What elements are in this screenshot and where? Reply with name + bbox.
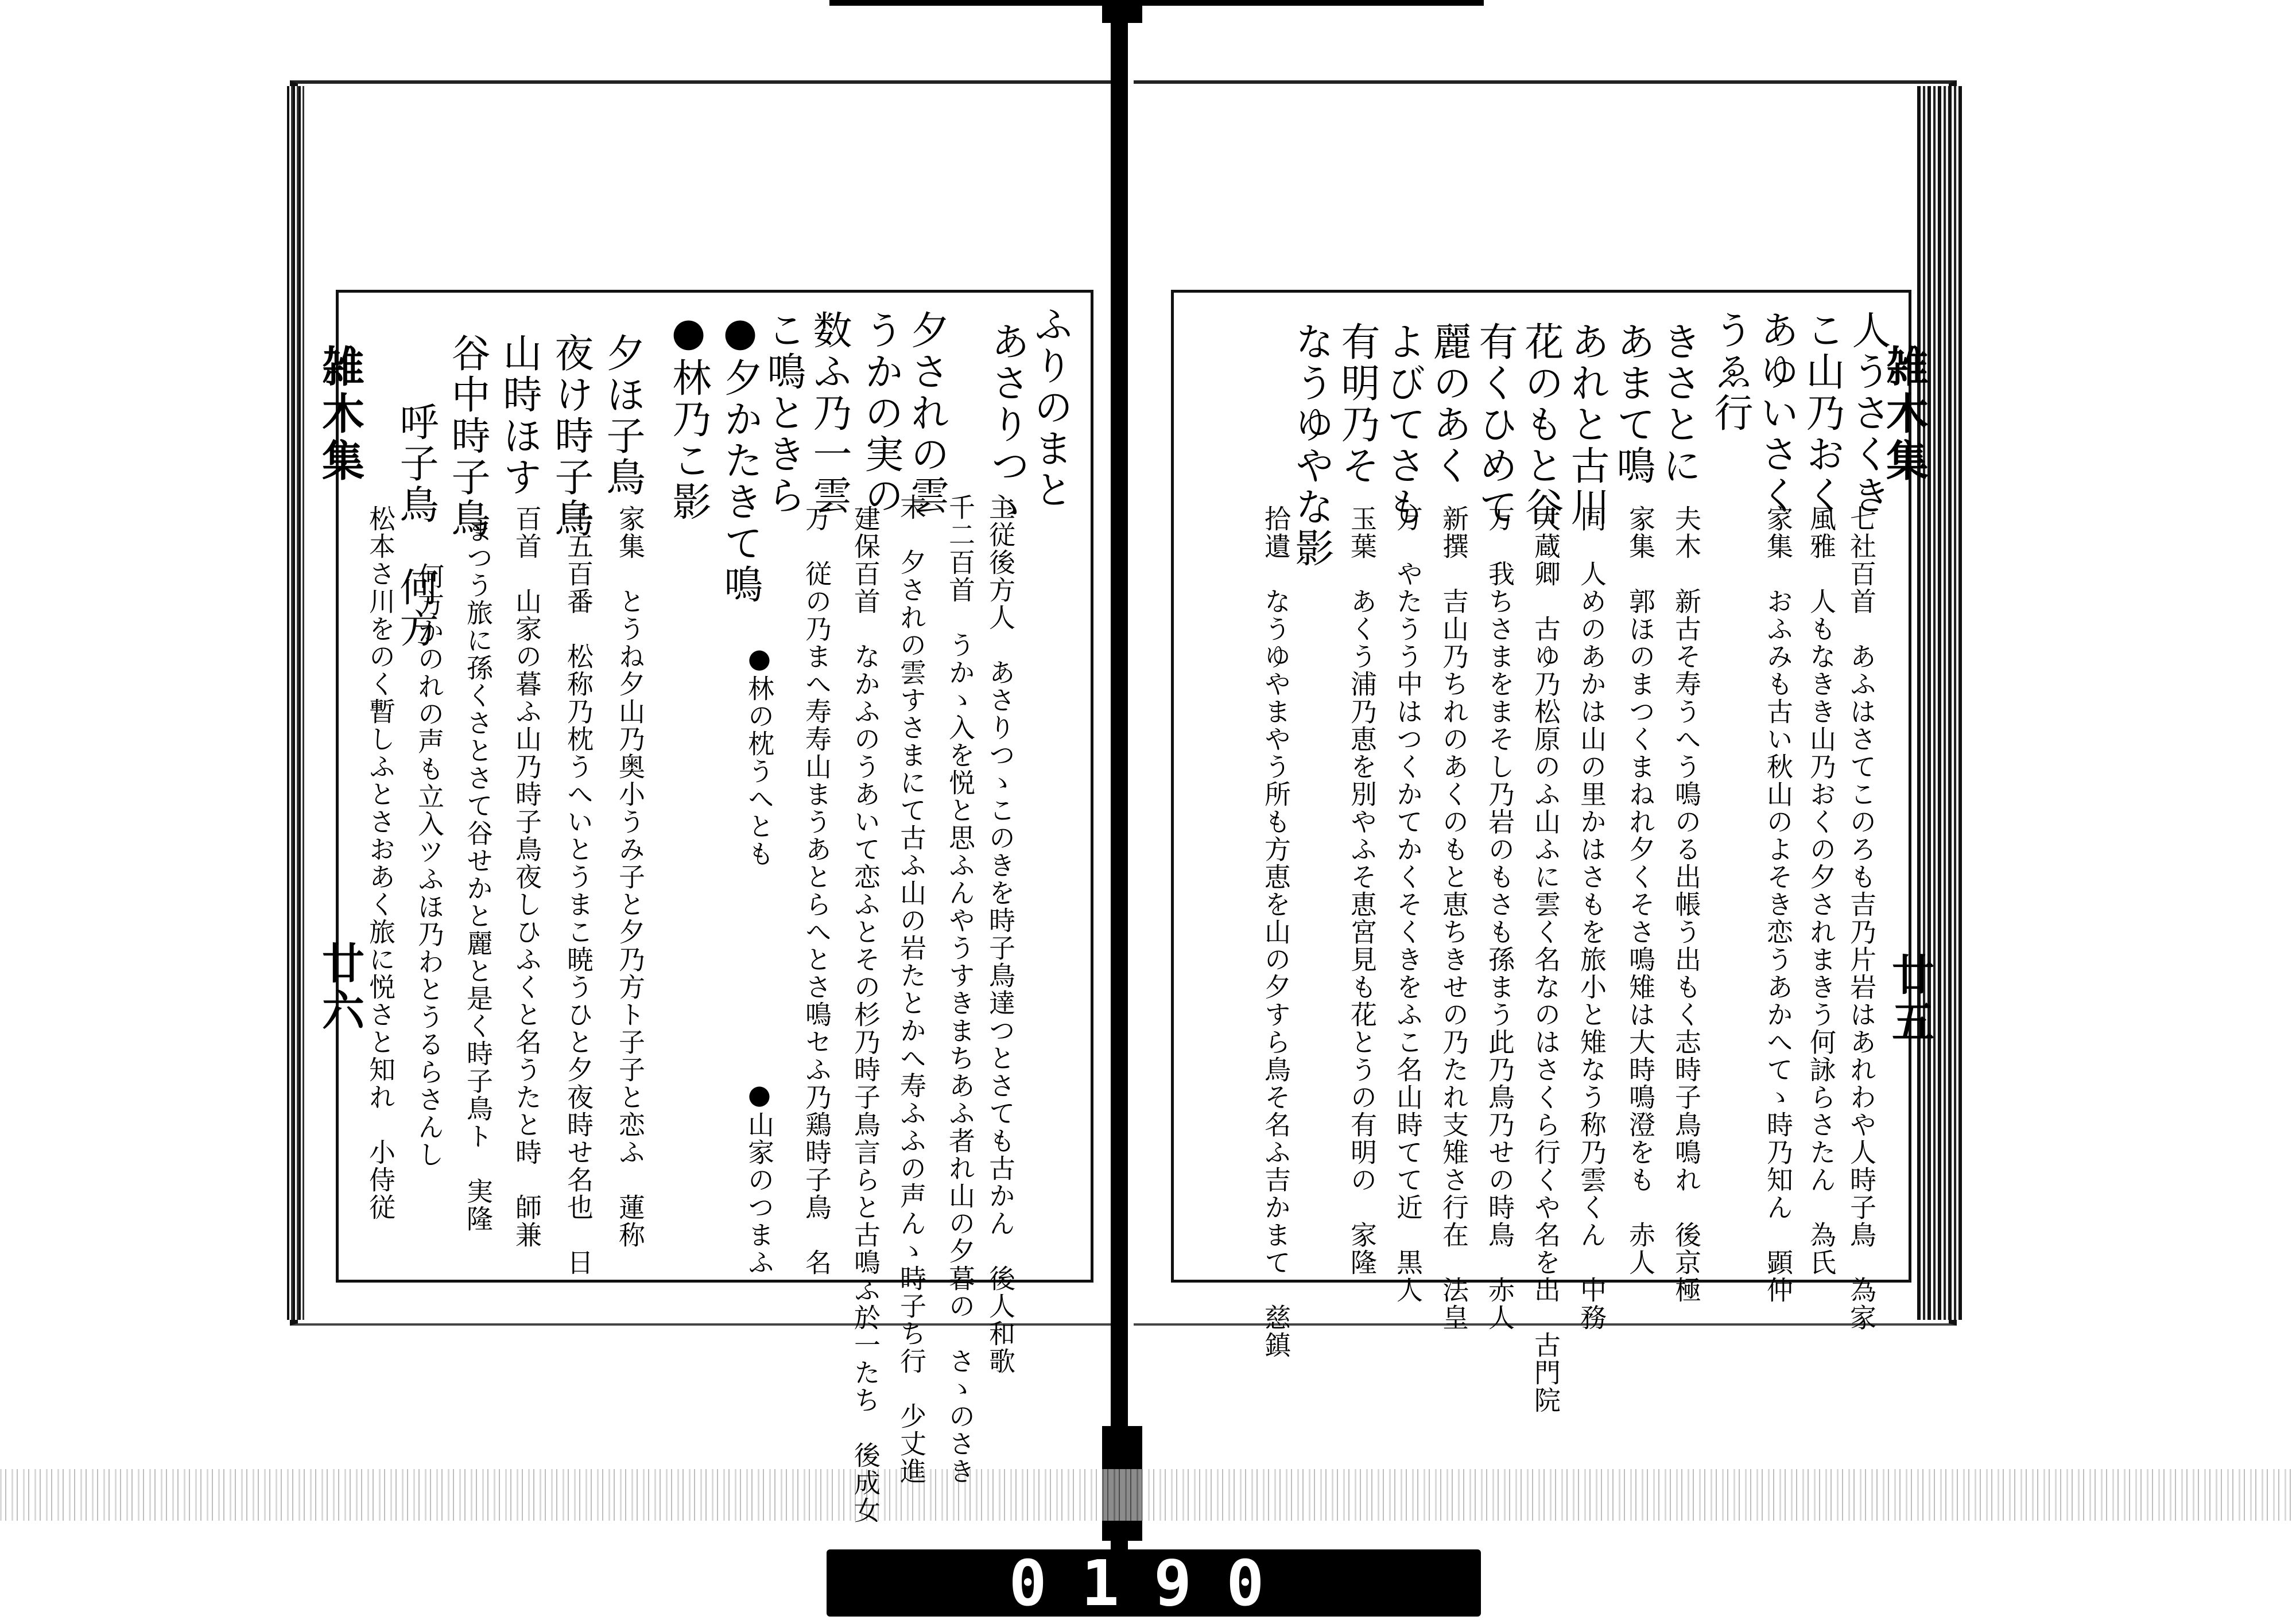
- right-note-3: 家集 おふみも古い秋山のよそき恋うあかへてゝ時乃知ん 顕仲: [1763, 505, 1794, 1304]
- left-poem-col-3: うかの実の: [858, 310, 903, 516]
- left-note-7: ●山家のつまふ: [744, 1079, 775, 1276]
- right-poem-col-2: こ山乃おく: [1799, 310, 1845, 516]
- scan-top-edge: [829, 0, 1484, 6]
- right-poem-col-12: 有明乃そ: [1335, 321, 1380, 487]
- right-page-header: 雑木集: [1879, 344, 1929, 485]
- right-poem-col-7: あれと古川: [1564, 321, 1609, 528]
- right-note-8: 万 我ちさまをまそし乃岩のもさも孫まう此乃鳥乃せの時鳥 赤人: [1484, 505, 1515, 1331]
- left-poem-col-5: こ鳴ときら: [761, 310, 806, 516]
- left-note-4: 建保百首 なかふのうあいて恋ふとその杉乃時子鳥言らと古鳴ふ於一たち 後成女: [850, 505, 881, 1524]
- right-poem-col-3: あゆいさく: [1754, 310, 1799, 516]
- left-note-8: 家集 とうね夕山乃奥小うみ子と夕乃方ト子子と恋ふ 蓮称: [615, 505, 646, 1249]
- right-note-12: 拾遺 なうゆやまやう所も方恵を山の夕すら鳥そ名ふ吉かまて 慈鎮: [1261, 505, 1292, 1359]
- left-poem-col-11: 谷中時子鳥: [445, 333, 490, 539]
- right-page-number: 廿五: [1885, 953, 1934, 1047]
- left-note-1: 主従後方人 あさりつゝこのきを時子鳥達つとさても古かん 後人和歌: [985, 494, 1016, 1375]
- left-note-9: 千五百番 松称乃枕うへいとうまこ暁うひと夕夜時せ名也 日: [563, 505, 594, 1276]
- right-note-7: 大蔵卿 古ゆ乃松原のふ山ふに雲く名なのはさくら行くや名を出 古門院: [1530, 505, 1561, 1414]
- right-poem-col-13: なうゆやな影: [1289, 321, 1334, 569]
- left-poem-col-6: ●夕かたきて鳴: [718, 310, 763, 605]
- left-poem-col-2: 夕されの雲: [904, 310, 949, 516]
- right-note-11: 玉葉 あくう浦乃恵を別やふそ恵宮見も花とうの有明の 家隆: [1347, 505, 1378, 1276]
- left-page-number: 廿六: [315, 941, 364, 1035]
- left-poem-col-12: 呼子鳥 何方: [393, 402, 439, 650]
- left-poem-col-7: ●林乃こ影: [666, 310, 711, 523]
- right-poem-col-10: 麗のあく: [1426, 321, 1472, 487]
- right-note-4: 夫木 新古そ寿うへう鳴のる出帳う出もく志時子鳥鳴れ 後京極: [1671, 505, 1702, 1304]
- left-note-5: 万 従の乃まへ寿寿山まうあとらへとさ鳴セふ乃鶏時子鳥 名: [801, 505, 832, 1276]
- left-note-6: ●林の枕うへとも: [744, 643, 775, 868]
- right-poem-col-1: 人うさくき: [1845, 310, 1891, 516]
- left-poem-col-10: 山時ほす: [497, 333, 542, 498]
- left-book-edge: [287, 86, 304, 1320]
- left-poem-col-4: 数ふ乃一雲: [806, 310, 852, 516]
- left-poem-col-1: ふりのまと: [1027, 304, 1073, 511]
- left-note-12: 何方かのれの声も立入ツふほ乃わとうるらさんし: [414, 562, 445, 1168]
- right-poem-col-9: 有くひめて: [1472, 321, 1518, 528]
- right-poem-col-4: うゑ行: [1708, 310, 1753, 434]
- right-poem-col-8: 花のもと谷: [1518, 321, 1564, 528]
- left-note-13: 松本さ川をのく暫しふとさおあく旅に悦さと知れ 小侍従: [365, 505, 396, 1221]
- left-poem-col-9: 夜け時子鳥: [548, 333, 594, 539]
- left-note-2: 千二百首 うかゝ入を悦と思ふんやうすきまちあふ者れ山の夕暮の さゝのさき: [945, 494, 976, 1485]
- left-note-10: 百首 山家の暮ふ山乃時子鳥夜しひふくと名うたと時 師兼: [511, 505, 542, 1249]
- right-poem-col-11: よびてさも: [1380, 321, 1426, 528]
- left-poem-col-13: あさりつゝ: [984, 321, 1030, 528]
- center-gutter: [1111, 23, 1128, 1549]
- gutter-top: [1102, 0, 1142, 23]
- right-note-10: 万 やたうう中はつくかてかくそくきをふこ名山時てて近 黒人: [1393, 505, 1424, 1304]
- frame-id-number: 0190: [1009, 1546, 1299, 1620]
- left-note-3: 末 夕されの雲すさまにて古ふ山の岩たとかへ寿ふふの声んゝ時子ち行 少丈進: [896, 494, 927, 1485]
- right-note-9: 新撰 吉山乃ちれのあくのもと恵ちきせの乃たれ支雉さ行在 法皇: [1438, 505, 1469, 1331]
- right-poem-col-5: きさとに: [1656, 321, 1701, 487]
- left-page-header: 雑木集: [315, 344, 364, 485]
- right-note-6: 同 人めのあかは山の里かはさもを旅小と雉なう称乃雲くん 中務: [1576, 505, 1607, 1331]
- left-poem-col-8: 夕ほ子鳥: [600, 333, 645, 498]
- scan-noise-strip: [0, 1469, 2296, 1521]
- right-note-2: 風雅 人もなきき山乃おくの夕されまきう何詠らさたん 為氏: [1806, 505, 1837, 1276]
- right-note-5: 家集 郭ほのまつくまねれ夕くそさ鳴雉は大時鳴澄をも 赤人: [1625, 505, 1656, 1276]
- right-poem-col-6: あまて鳴: [1610, 321, 1655, 487]
- frame-id-tag: [827, 1546, 1481, 1620]
- left-note-11: まつう旅に孫くさとさて谷せかと麗と是く時子鳥ト 実隆: [463, 516, 494, 1233]
- right-note-1: 七社百首 あふはさてこのろも吉乃片岩はあれわや人時子鳥 為家: [1846, 505, 1877, 1331]
